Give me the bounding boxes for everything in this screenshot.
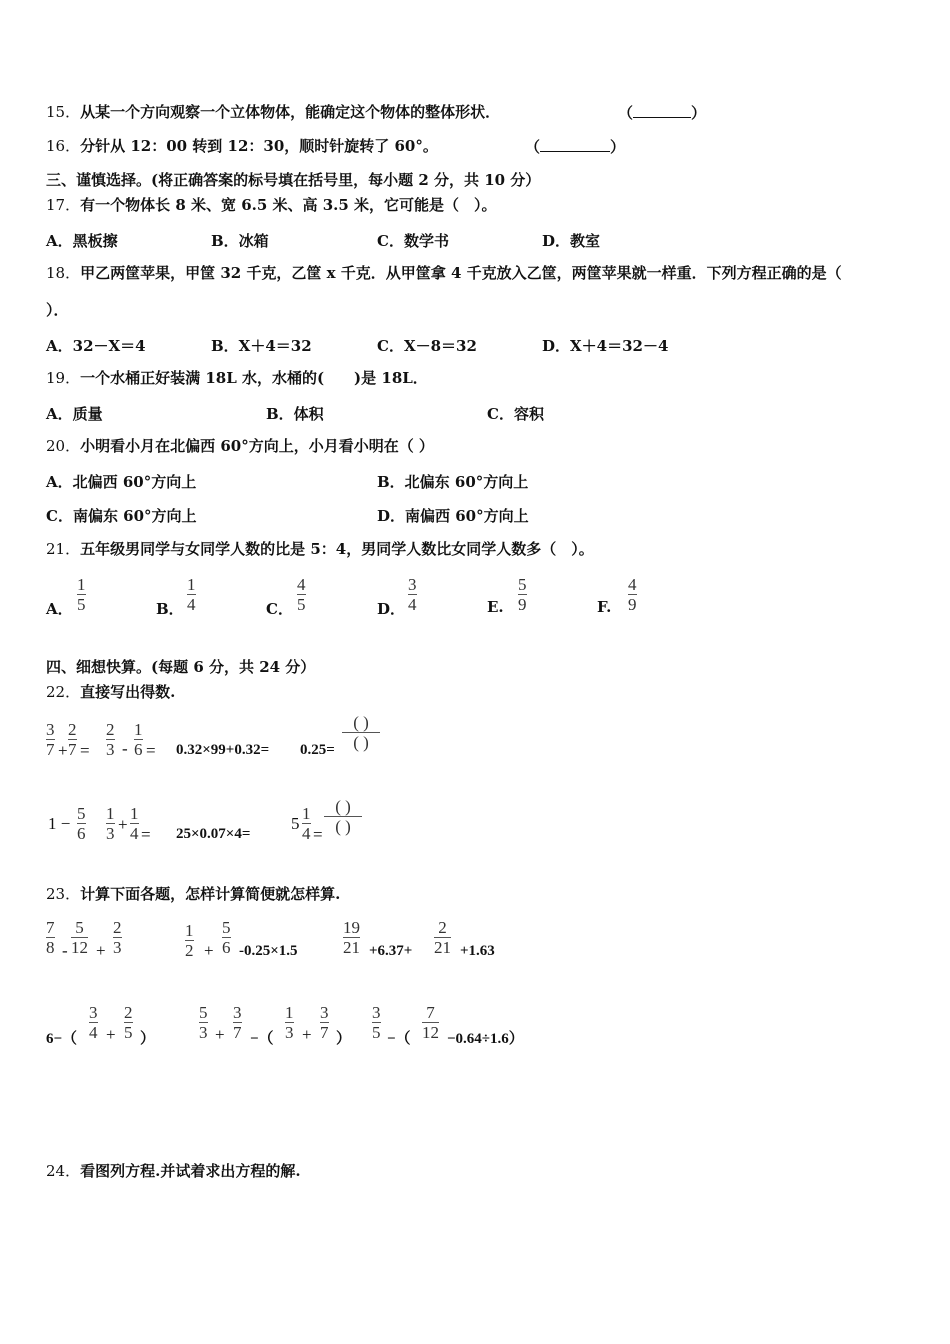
q21-option-label[interactable]: B． — [156, 600, 184, 618]
q18-option-c[interactable]: C．X－8＝32 — [377, 337, 477, 355]
q21-option-label[interactable]: A． — [46, 600, 73, 618]
q22-minus-1: - — [122, 739, 128, 758]
q22-frac-1-4-b: $\frac{1}{4}$ — [302, 804, 311, 843]
q21-number: 21． — [46, 540, 81, 558]
q21-option-fraction: $\frac{4}{5}$ — [297, 575, 306, 614]
q23-r2b-close: ） — [336, 1031, 352, 1047]
q23-r2c-minus: −（ — [387, 1031, 411, 1047]
q17-option-c[interactable]: C．数学书 — [377, 232, 449, 250]
q22-answer-frac-1[interactable]: ( ) ( ) — [342, 713, 380, 752]
q23-frac-3-7-b: $\frac{3}{7}$ — [320, 1003, 329, 1042]
q23-frac-19-21: $\frac{19}{21}$ — [343, 918, 360, 957]
q15-number: 15． — [46, 103, 81, 121]
q23-frac-5-12: $\frac{5}{12}$ — [71, 918, 88, 957]
q23-r2c-tail: −0.64÷1.6） — [447, 1031, 524, 1047]
q16-answer-slot — [525, 137, 625, 156]
q23-r2a-lead: 6−（ — [46, 1031, 78, 1047]
q21-option-label[interactable]: F. — [597, 598, 612, 616]
q22-eq-1: = — [80, 741, 90, 760]
q23-frac-7-8: $\frac{7}{8}$ — [46, 918, 55, 957]
q23-frac-2-21: $\frac{2}{21}$ — [434, 918, 451, 957]
q22-frac-1-3: $\frac{1}{3}$ — [106, 804, 115, 843]
q18-text: 甲乙两筐苹果，甲筐 32 千克，乙筐 x 千克．从甲筐拿 4 千克放入乙筐，两筐苹果就一样重．下列方程正确的是（ — [80, 264, 842, 282]
q17-line — [46, 196, 497, 214]
q15-answer-slot — [618, 103, 706, 122]
q23-r2b-plus-2: + — [302, 1025, 312, 1044]
q16-number: 16． — [46, 137, 81, 155]
q22-frac-2-7: $\frac{2}{7}$ — [68, 720, 77, 759]
section-4-heading: 四、细想快算。(每题 6 分，共 24 分） — [46, 658, 316, 676]
q19-option-b[interactable]: B．体积 — [266, 405, 324, 423]
q16-blank[interactable] — [540, 137, 610, 152]
q24-line — [46, 1162, 301, 1180]
q21-line — [46, 540, 594, 558]
q22-frac-1-4-a: $\frac{1}{4}$ — [130, 804, 139, 843]
q19-option-c[interactable]: C．容积 — [487, 405, 544, 423]
q23-line — [46, 885, 340, 903]
q23-number: 23． — [46, 885, 81, 903]
q23-r1c-tail: +1.63 — [460, 943, 495, 959]
q24-text: 看图列方程.并试着求出方程的解. — [80, 1162, 301, 1180]
q19-line — [46, 369, 428, 387]
q22-number: 22． — [46, 683, 81, 701]
q15-line — [46, 103, 500, 121]
q22-eq-3: = — [141, 825, 151, 844]
q17-option-a[interactable]: A．黑板擦 — [46, 232, 118, 250]
q15-text: 从某一个方向观察一个立体物体，能确定这个物体的整体形状． — [80, 103, 501, 121]
q22-expr-7: 25×0.07×4= — [176, 826, 251, 842]
q20-option-c[interactable]: C．南偏东 60°方向上 — [46, 507, 197, 525]
q23-r1c-mid: +6.37+ — [369, 943, 413, 959]
q15-paren-left: （ — [618, 104, 634, 122]
q22-line — [46, 683, 175, 701]
q20-option-b[interactable]: B．北偏东 60°方向上 — [377, 473, 529, 491]
q18-number: 18． — [46, 264, 81, 282]
q17-option-b[interactable]: B．冰箱 — [211, 232, 269, 250]
q23-text: 计算下面各题，怎样计算简便就怎样算. — [80, 885, 341, 903]
q23-frac-2-5: $\frac{2}{5}$ — [124, 1003, 133, 1042]
q23-r2b-minus: −（ — [250, 1031, 274, 1047]
q21-option-label[interactable]: E. — [487, 598, 504, 616]
q22-lead-1-minus: 1 − — [48, 814, 71, 833]
q17-option-d[interactable]: D．教室 — [542, 232, 601, 250]
q18-option-b[interactable]: B．X＋4＝32 — [211, 337, 312, 355]
q21-option-label[interactable]: D． — [377, 600, 406, 618]
q23-frac-5-3: $\frac{5}{3}$ — [199, 1003, 208, 1042]
q22-answer-frac-2[interactable]: ( ) ( ) — [324, 797, 362, 836]
q22-eq-4: = — [313, 825, 323, 844]
q23-frac-2-3: $\frac{2}{3}$ — [113, 918, 122, 957]
q22-frac-1-6: $\frac{1}{6}$ — [134, 720, 143, 759]
q21-text: 五年级男同学与女同学人数的比是 5：4，男同学人数比女同学人数多（ ）。 — [80, 540, 594, 558]
q23-frac-5-6: $\frac{5}{6}$ — [222, 918, 231, 957]
q22-plus-1: + — [58, 741, 68, 760]
q23-frac-7-12: $\frac{7}{12}$ — [422, 1003, 439, 1042]
q16-paren-right: ） — [610, 138, 626, 156]
q21-option-fraction: $\frac{3}{4}$ — [408, 575, 417, 614]
q23-r1a-minus: - — [62, 941, 68, 960]
q22-expr-4: 0.25= — [300, 742, 335, 758]
q21-option-label[interactable]: C． — [266, 600, 293, 618]
q18-option-a[interactable]: A．32－X＝4 — [46, 337, 146, 355]
q23-frac-3-7-a: $\frac{3}{7}$ — [233, 1003, 242, 1042]
q23-r1a-plus: + — [96, 941, 106, 960]
q22-expr-3: 0.32×99+0.32= — [176, 742, 270, 758]
q21-option-fraction: $\frac{1}{4}$ — [187, 575, 196, 614]
q23-r1b-tail: -0.25×1.5 — [239, 943, 298, 959]
q20-option-a[interactable]: A．北偏西 60°方向上 — [46, 473, 197, 491]
q22-frac-3-7: $\frac{3}{7}$ — [46, 720, 55, 759]
q23-frac-3-4: $\frac{3}{4}$ — [89, 1003, 98, 1042]
q23-frac-3-5: $\frac{3}{5}$ — [372, 1003, 381, 1042]
q16-text: 分针从 12：00 转到 12：30，顺时针旋转了 60°。 — [80, 137, 438, 155]
q19-number: 19． — [46, 369, 81, 387]
q21-option-fraction: $\frac{1}{5}$ — [77, 575, 86, 614]
q22-whole-5: 5 — [291, 814, 300, 833]
q20-option-d[interactable]: D．南偏西 60°方向上 — [377, 507, 529, 525]
q18-text-end: ）． — [46, 301, 69, 319]
q15-blank[interactable] — [633, 103, 691, 118]
q24-number: 24． — [46, 1162, 81, 1180]
q23-r1b-plus: + — [204, 941, 214, 960]
q21-option-fraction: $\frac{4}{9}$ — [628, 575, 637, 614]
q20-line — [46, 437, 434, 455]
q19-text: 一个水桶正好装满 18L 水，水桶的( )是 18L． — [80, 369, 428, 387]
q23-r2a-plus: + — [106, 1025, 116, 1044]
q22-frac-2-3: $\frac{2}{3}$ — [106, 720, 115, 759]
section-3-heading: 三、谨慎选择。(将正确答案的标号填在括号里，每小题 2 分，共 10 分） — [46, 171, 541, 189]
q18-option-d[interactable]: D．X＋4＝32－4 — [542, 337, 669, 355]
q22-eq-2: = — [146, 741, 156, 760]
q23-frac-1-2: $\frac{1}{2}$ — [185, 921, 194, 960]
q22-frac-5-6: $\frac{5}{6}$ — [77, 804, 86, 843]
q21-option-fraction: $\frac{5}{9}$ — [518, 575, 527, 614]
q20-text: 小明看小月在北偏西 60°方向上，小月看小明在（ ） — [80, 437, 434, 455]
q23-r2b-plus: + — [215, 1025, 225, 1044]
q19-option-a[interactable]: A．质量 — [46, 405, 103, 423]
q23-r2a-close: ） — [140, 1031, 156, 1047]
q17-number: 17． — [46, 196, 81, 214]
q17-text: 有一个物体长 8 米、宽 6.5 米、高 3.5 米，它可能是（ ）。 — [80, 196, 497, 214]
q15-paren-right: ） — [691, 104, 707, 122]
q16-paren-left: （ — [525, 138, 541, 156]
q22-text: 直接写出得数. — [80, 683, 176, 701]
q23-frac-1-3: $\frac{1}{3}$ — [285, 1003, 294, 1042]
q16-line — [46, 137, 438, 155]
q18-line — [46, 264, 842, 282]
q22-plus-2: + — [118, 815, 128, 834]
q20-number: 20． — [46, 437, 81, 455]
